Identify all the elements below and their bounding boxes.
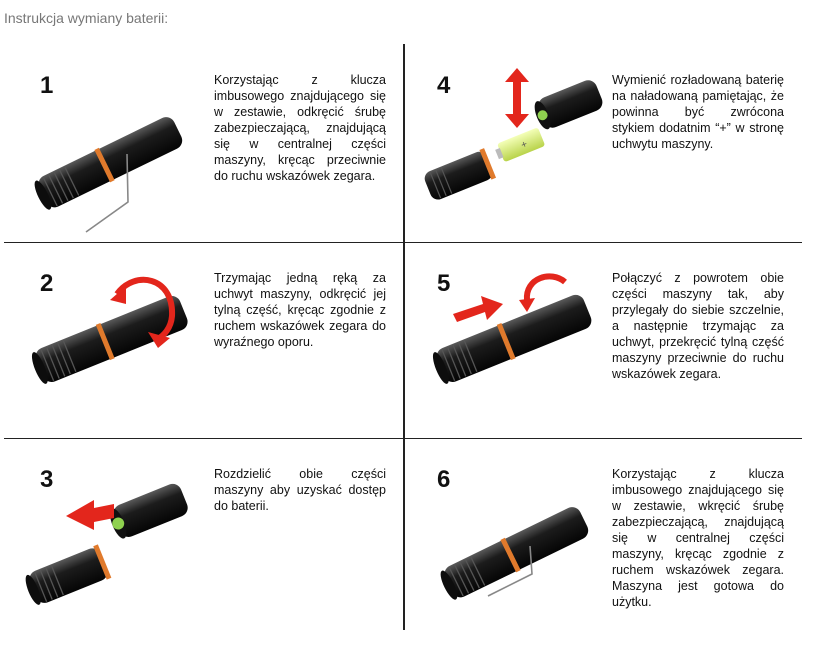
step-description: Rozdzielić obie części maszyny aby uzyskać dostęp do baterii.: [214, 467, 386, 513]
battery-swap-illustration: [415, 64, 610, 204]
step-number: 6: [437, 466, 451, 493]
step-number: 2: [40, 270, 54, 297]
reassemble-illustration: [415, 264, 610, 414]
step-description: Korzystając z klucza imbusowego znajdującego się w zestawie, wkręcić śrubę zabezpieczającą, znajdującą się w centralnej części maszyny, kręcąc zgodnie z ruchem wskazówek zegara. Maszyna jest gotowa do użytku.: [612, 467, 784, 609]
arrow-up-down-icon: [505, 68, 529, 128]
separated-parts-illustration: [14, 468, 204, 633]
step-description: Korzystając z klucza imbusowego znajdującego się w zestawie, odkręcić śrubę zabezpieczającą, znajdującą się w centralnej części maszyny, kręcąc przeciwnie do ruchu wskazówek zegara.: [214, 73, 386, 183]
arrow-right-icon: [453, 296, 503, 322]
step-5: [405, 242, 803, 438]
step-description: Wymienić rozładowaną baterię na naładowaną pamiętając, że powinna być zwrócona stykiem dodatnim “+” w stronę uchwytu maszyny.: [612, 73, 784, 151]
machine-with-hex-key-illustration: [420, 474, 610, 634]
step-number: 3: [40, 466, 54, 493]
machine-with-hex-key-illustration: [14, 84, 204, 244]
svg-text:+: +: [519, 138, 530, 152]
arrow-left-icon: [66, 500, 114, 530]
step-2: [4, 242, 402, 438]
machine-rotate-illustration: [14, 264, 204, 414]
step-6: [405, 438, 803, 634]
step-4: [405, 44, 803, 240]
step-3: [4, 438, 402, 634]
step-description: Połączyć z powrotem obie części maszyny tak, aby przylegały do siebie szczelnie, a następnie trzymając za uchwyt, przekręcić tylną część maszyny przeciwnie do ruchu wskazówek zegara.: [612, 271, 784, 381]
step-number: 5: [437, 270, 451, 297]
step-number: 4: [437, 72, 451, 99]
page-title: Instrukcja wymiany baterii:: [4, 10, 169, 26]
step-number: 1: [40, 72, 54, 99]
step-description: Trzymając jedną ręką za uchwyt maszyny, odkręcić jej tylną część, kręcąc zgodnie z ruchem wskazówek zegara do wyraźnego oporu.: [214, 271, 386, 349]
step-1: [4, 44, 402, 240]
